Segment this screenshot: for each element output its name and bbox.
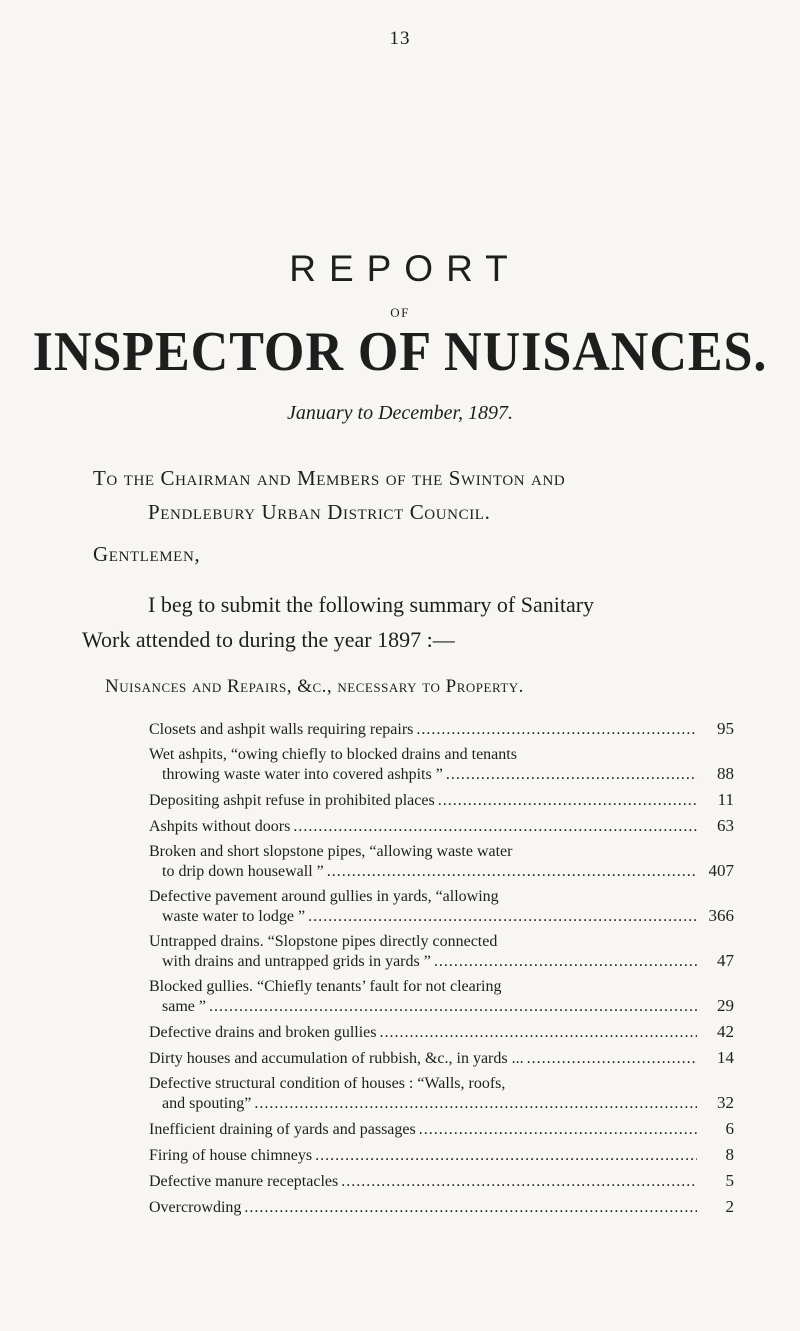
list-item — [149, 1145, 734, 1165]
dot-leader — [379, 1023, 697, 1042]
item-text-line: throwing waste water into covered ashpits ” — [162, 766, 443, 783]
item-text-line: Ashpits without doors — [149, 818, 291, 835]
item-count: 32 — [717, 1093, 734, 1112]
dot-leader — [308, 907, 697, 926]
address-line-1: To the Chairman and Members of the Swinton and — [93, 466, 566, 490]
item-count: 6 — [725, 1119, 734, 1138]
page-number: 13 — [389, 28, 411, 49]
list-item — [149, 745, 734, 784]
nuisance-summary-list — [149, 719, 734, 1223]
dot-leader — [293, 817, 697, 836]
item-text-line: with drains and untrapped grids in yards ” — [162, 953, 431, 970]
item-text-line: Defective pavement around gullies in yards, “allowing — [149, 888, 499, 905]
list-item — [149, 1197, 734, 1217]
item-count: 95 — [717, 719, 734, 738]
item-text-line: waste water to lodge ” — [162, 908, 306, 925]
list-item — [149, 1074, 734, 1113]
item-count: 47 — [717, 951, 734, 970]
item-text-line: Depositing ashpit refuse in prohibited places — [149, 792, 435, 809]
report-period: January to December, 1897. — [286, 402, 514, 424]
item-count: 407 — [708, 861, 734, 880]
item-text-line: Defective manure receptacles — [149, 1173, 339, 1190]
dot-leader — [244, 1198, 697, 1217]
dot-leader — [209, 997, 697, 1016]
intro-line-2: Work attended to during the year 1897 :— — [82, 627, 455, 652]
dot-leader — [341, 1172, 697, 1191]
item-count: 42 — [717, 1022, 734, 1041]
dot-leader — [527, 1049, 697, 1068]
item-text-line: Broken and short slopstone pipes, “allowing waste water — [149, 843, 513, 860]
item-text-line: same ” — [162, 998, 206, 1015]
item-text-line: Firing of house chimneys — [149, 1147, 313, 1164]
list-item — [149, 842, 734, 881]
salutation: Gentlemen, — [93, 542, 201, 566]
item-count: 8 — [725, 1145, 734, 1164]
item-text-line: Defective structural condition of houses : “Walls, roofs, — [149, 1075, 506, 1092]
list-item — [149, 1171, 734, 1191]
dot-leader — [419, 1120, 697, 1139]
item-count: 11 — [717, 790, 734, 809]
item-text-line: Inefficient draining of yards and passages — [149, 1121, 416, 1138]
list-item — [149, 1022, 734, 1042]
item-count: 63 — [717, 816, 734, 835]
item-count: 29 — [717, 996, 734, 1015]
intro-line-1: I beg to submit the following summary of Sanitary — [148, 592, 595, 617]
dot-leader — [438, 791, 697, 810]
item-count: 2 — [725, 1197, 734, 1216]
item-text-line: Untrapped drains. “Slopstone pipes directly connected — [149, 933, 498, 950]
item-text-line: Blocked gullies. “Chiefly tenants’ fault for not clearing — [149, 978, 502, 995]
dot-leader — [416, 720, 697, 739]
report-heading: REPORT — [289, 248, 521, 289]
item-text-line: Wet ashpits, “owing chiefly to blocked drains and tenants — [149, 746, 517, 763]
item-text-line: to drip down housewall ” — [162, 863, 324, 880]
item-text-line: Overcrowding — [149, 1199, 242, 1216]
address-line-2: Pendlebury Urban District Council. — [148, 500, 491, 524]
list-item — [149, 887, 734, 926]
dot-leader — [254, 1094, 697, 1113]
of-word: OF — [390, 305, 410, 320]
item-count: 14 — [717, 1048, 734, 1067]
list-item — [149, 719, 734, 739]
list-item — [149, 816, 734, 836]
dot-leader — [315, 1146, 697, 1165]
list-item — [149, 790, 734, 810]
item-count: 88 — [717, 764, 734, 783]
document-title: INSPECTOR OF NUISANCES. — [32, 321, 768, 383]
list-item — [149, 1119, 734, 1139]
item-text-line: Dirty houses and accumulation of rubbish, &c., in yards ... — [149, 1050, 524, 1067]
section-heading: Nuisances and Repairs, &c., necessary to Property. — [105, 676, 524, 697]
dot-leader — [446, 765, 697, 784]
list-item — [149, 1048, 734, 1068]
list-item — [149, 932, 734, 971]
item-text-line: Defective drains and broken gullies — [149, 1024, 377, 1041]
item-count: 5 — [725, 1171, 734, 1190]
list-item — [149, 977, 734, 1016]
dot-leader — [327, 862, 697, 881]
item-count: 366 — [708, 906, 734, 925]
dot-leader — [434, 952, 697, 971]
item-text-line: Closets and ashpit walls requiring repairs — [149, 721, 414, 738]
item-text-line: and spouting” — [162, 1095, 252, 1112]
